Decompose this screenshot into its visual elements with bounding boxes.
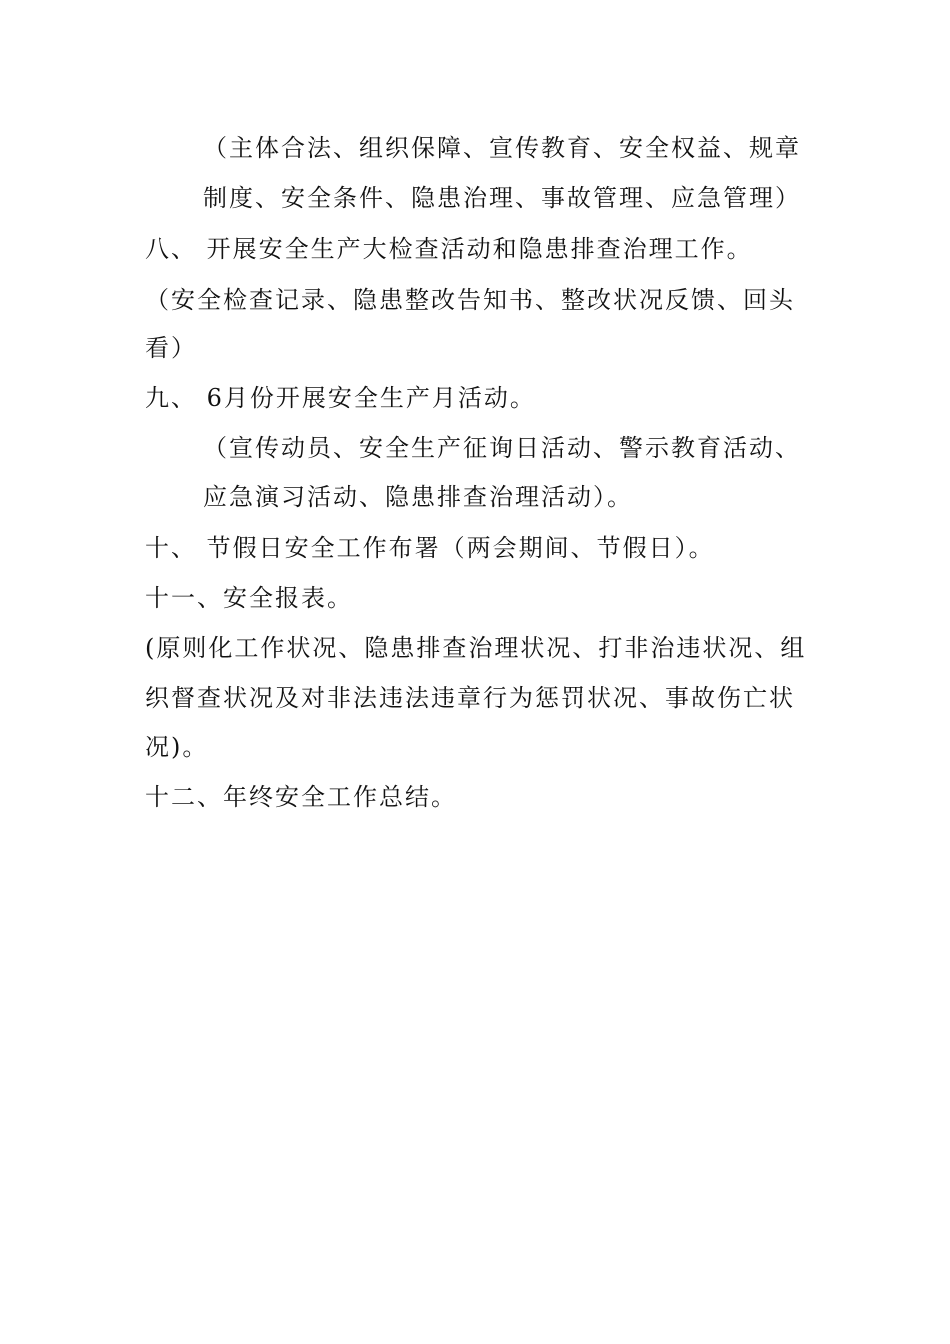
text-line-11: (原则化工作状况、隐患排查治理状况、打非治违状况、组 (145, 634, 807, 662)
section-9-heading: 九、 6月份开展安全生产月活动。 (145, 384, 536, 412)
text-line-4: （安全检查记录、隐患整改告知书、整改状况反馈、回头 (145, 286, 795, 314)
section-10-heading: 十、 节假日安全工作布署（两会期间、节假日）。 (145, 534, 715, 562)
section-11-heading: 十一、安全报表。 (145, 584, 353, 612)
text-line-7: （宣传动员、安全生产征询日活动、警示教育活动、 (203, 434, 801, 462)
text-line-13: 况)。 (145, 733, 209, 761)
text-line-2: 制度、安全条件、隐患治理、事故管理、应急管理） (203, 184, 801, 212)
section-12-heading: 十二、年终安全工作总结。 (145, 783, 457, 811)
text-line-12: 织督查状况及对非法违法违章行为惩罚状况、事故伤亡状 (145, 684, 795, 712)
section-8-heading: 八、 开展安全生产大检查活动和隐患排查治理工作。 (145, 235, 753, 263)
text-line-5: 看） (145, 334, 197, 362)
text-line-8: 应急演习活动、隐患排查治理活动）。 (203, 483, 633, 511)
text-line-1: （主体合法、组织保障、宣传教育、安全权益、规章 (203, 134, 801, 162)
